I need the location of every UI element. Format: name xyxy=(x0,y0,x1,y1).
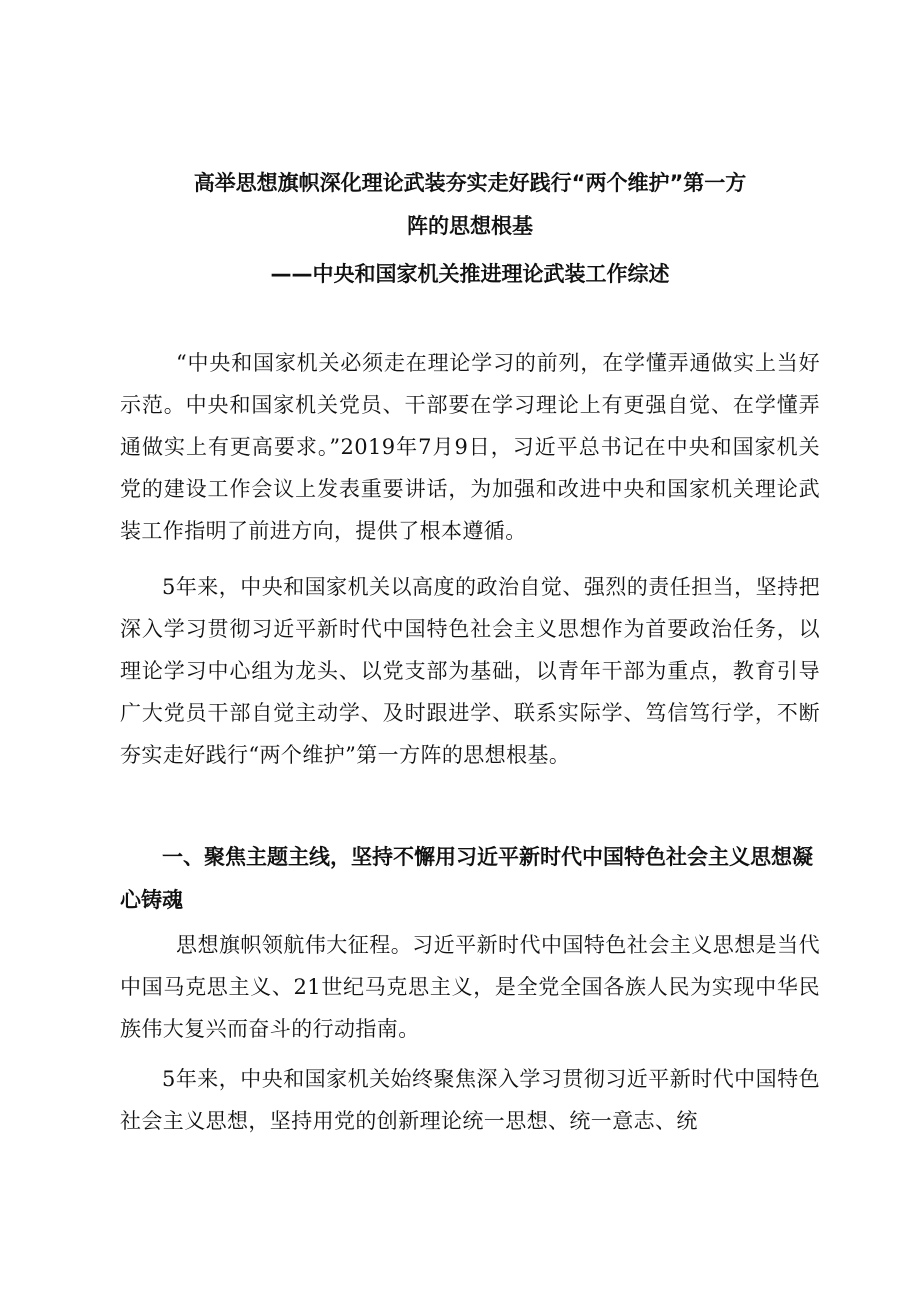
document-title-line-1: 高举思想旗帜深化理论武装夯实走好践行“两个维护”第一方 xyxy=(193,171,747,195)
paragraph-five-years: 5年来，中央和国家机关以高度的政治自觉、强烈的责任担当，坚持把深入学习贯彻习近平新时代中国特色社会主义思想作为首要政治任务，以理论学习中心组为龙头、以党支部为基础，以青年干部为重点，教育引导广大党员干部自觉主动学、及时跟进学、联系实际学、笃信笃行学，不断夯实走好践行“两个维护”第一方阵的思想根基。 xyxy=(120,575,820,767)
paragraph-intro-quote: “中央和国家机关必须走在理论学习的前列，在学懂弄通做实上当好示范。中央和国家机关党员、干部要在学习理论上有更强自觉、在学懂弄通做实上有更高要求。”2019年7月9日，习近平总书记在中央和国家机关党的建设工作会议上发表重要讲话，为加强和改进中央和国家机关理论武装工作指明了前进方向，提供了根本遵循。 xyxy=(120,351,820,543)
section-heading-1: 一、聚焦主题主线，坚持不懈用习近平新时代中国特色社会主义思想凝心铸魂 xyxy=(120,845,813,912)
document-subtitle: ——中央和国家机关推进理论武装工作综述 xyxy=(270,262,670,286)
paragraph-section1-continued: 5年来，中央和国家机关始终聚焦深入学习贯彻习近平新时代中国特色社会主义思想，坚持用党的创新理论统一思想、统一意志、统 xyxy=(120,1067,820,1133)
paragraph-section1-intro: 思想旗帜领航伟大征程。习近平新时代中国特色社会主义思想是当代中国马克思主义、21世纪马克思主义，是全党全国各族人民为实现中华民族伟大复兴而奋斗的行动指南。 xyxy=(120,933,820,1041)
document-title-line-2: 阵的思想根基 xyxy=(407,214,533,238)
